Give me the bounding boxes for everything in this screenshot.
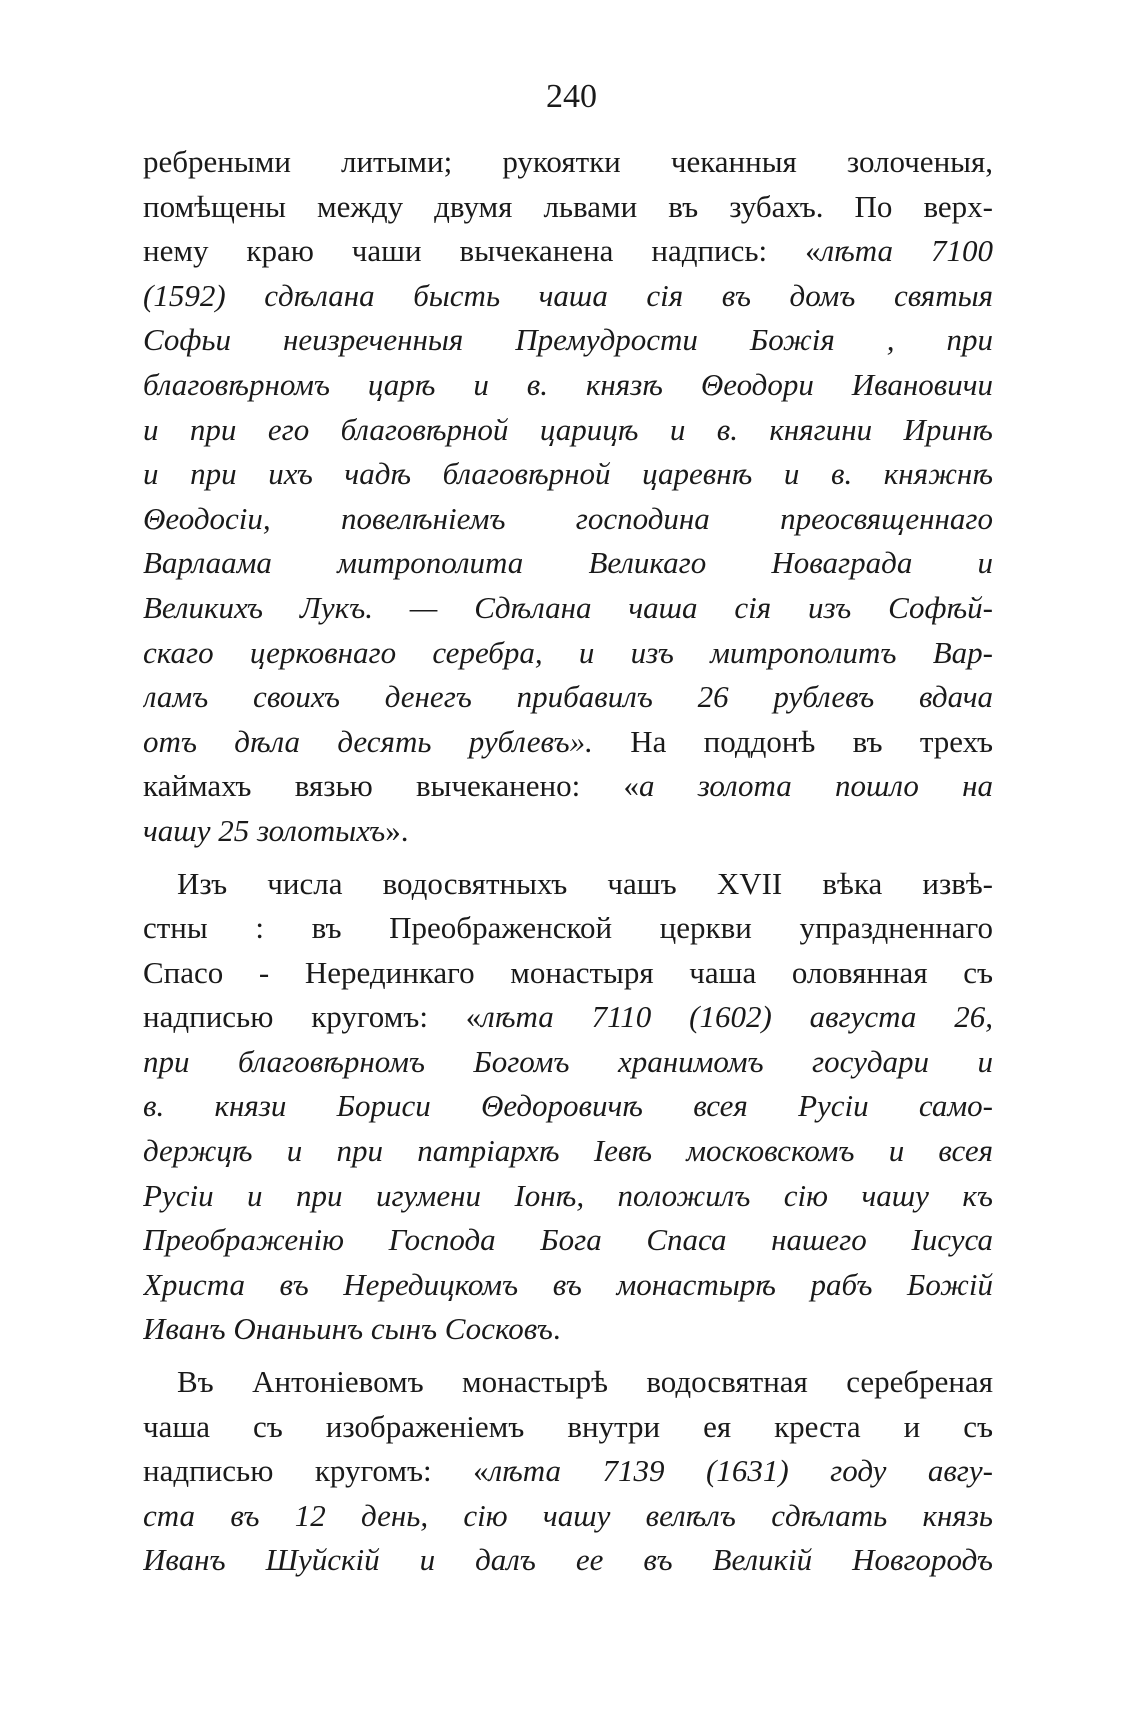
italic-quote-segment: лѣта 7110 (1602) августа 26, [481,999,993,1035]
italic-quote-segment: Великихъ Лукъ. — Сдѣлана чаша сія изъ Софѣй- [143,589,993,625]
text-segment: каймахъ вязью вычеканено: « [143,768,639,804]
text-line [143,586,993,631]
text-segment: стны : въ Преображенской церкви упраздненнаго [143,910,993,946]
italic-quote-segment: Преображенію Господа Бога Спаса нашего Іисуса [143,1222,993,1258]
text-segment: ». [385,812,409,848]
italic-quote-segment: а золота пошло на [638,768,993,804]
body-text [143,140,993,1583]
italic-quote-segment: в. князи Бориси Θедоровичѣ всея Русіи само- [143,1088,993,1124]
text-line [143,1538,993,1583]
text-line [143,631,993,676]
text-segment: Спасо - Нерединкаго монастыря чаша оловянная съ [143,954,993,990]
text-segment: чаша съ изображеніемъ внутри ея креста и съ [143,1408,993,1444]
italic-quote-segment: держцѣ и при патріархѣ Іевѣ московскомъ и всея [143,1133,993,1169]
text-line [143,408,993,453]
text-line [143,720,993,765]
text-segment: помѣщены между двумя львами въ зубахъ. По верх- [143,188,993,224]
text-line [143,452,993,497]
text-line [143,1129,993,1174]
text-line [143,995,993,1040]
italic-quote-segment: скаго церковнаго серебра, и изъ митрополитъ Вар- [143,634,993,670]
text-segment: ребреными литыми; рукоятки чеканныя золоченыя, [143,144,993,179]
text-line [143,1174,993,1219]
page-number: 240 [546,78,597,115]
italic-quote-segment: Софьи неизреченныя Премудрости Божія , при [143,322,993,358]
text-line [143,318,993,363]
text-line [143,541,993,586]
text-line [143,274,993,319]
text-line [143,363,993,408]
text-line [143,1405,993,1450]
text-line [143,809,993,854]
italic-quote-segment: Христа въ Нередицкомъ въ монастырѣ рабъ Божій [143,1266,993,1302]
text-line [143,1263,993,1308]
text-line [143,185,993,230]
italic-quote-segment: при благовѣрномъ Богомъ хранимомъ государи и [143,1043,993,1079]
text-line [143,1307,993,1352]
italic-quote-segment: и при ихъ чадѣ благовѣрной царевнѣ и в. княжнѣ [143,456,993,492]
text-segment: нему краю чаши вычеканена надпись: « [143,233,821,269]
text-segment: Изъ числа водосвятныхъ чашъ XVII вѣка извѣ- [177,865,993,901]
italic-quote-segment: Варлаама митрополита Великаго Новаграда и [143,545,993,581]
text-segment: надписью кругомъ: « [143,999,482,1035]
italic-quote-segment: чашу 25 золотыхъ [143,812,386,848]
text-segment: На поддонѣ въ трехъ [592,723,993,759]
text-line [143,1494,993,1539]
text-segment: . [552,1311,561,1347]
text-line [143,1449,993,1494]
italic-quote-segment: благовѣрномъ царѣ и в. князѣ Θеодори Ивановичи [143,366,993,402]
italic-quote-segment: лѣта 7139 (1631) году авгу- [488,1453,993,1489]
text-line [143,862,993,907]
text-line [143,1084,993,1129]
text-line [143,906,993,951]
text-segment: Въ Антоніевомъ монастырѣ водосвятная серебреная [177,1364,993,1400]
text-segment: надписью кругомъ: « [143,1453,489,1489]
italic-quote-segment: Θеодосіи, повелѣніемъ господина преосвященнаго [143,500,993,536]
italic-quote-segment: Русіи и при игумени Іонѣ, положилъ сію чашу къ [143,1177,993,1213]
text-line [143,764,993,809]
text-line [143,140,993,185]
italic-quote-segment: ста въ 12 день, сію чашу велѣлъ сдѣлать князь [143,1497,993,1533]
text-line [143,675,993,720]
text-line [143,1360,993,1405]
italic-quote-segment: ламъ своихъ денегъ прибавилъ 26 рублевъ вдача [143,679,993,715]
paragraph-gap [143,854,993,862]
text-line [143,1218,993,1263]
italic-quote-segment: отъ дѣла десять рублевъ». [143,723,593,759]
italic-quote-segment: Иванъ Шуйскій и далъ ее въ Великій Новгородъ [143,1542,993,1578]
text-line [143,951,993,996]
text-line [143,1040,993,1085]
italic-quote-segment: Иванъ Онаньинъ сынъ Сосковъ [143,1311,553,1347]
italic-quote-segment: (1592) сдѣлана бысть чаша сія въ домъ святыя [143,277,993,313]
paragraph-gap [143,1352,993,1360]
text-line [143,229,993,274]
italic-quote-segment: и при его благовѣрной царицѣ и в. княгини Иринѣ [143,411,993,447]
text-line [143,497,993,542]
italic-quote-segment: лѣта 7100 [820,233,993,269]
